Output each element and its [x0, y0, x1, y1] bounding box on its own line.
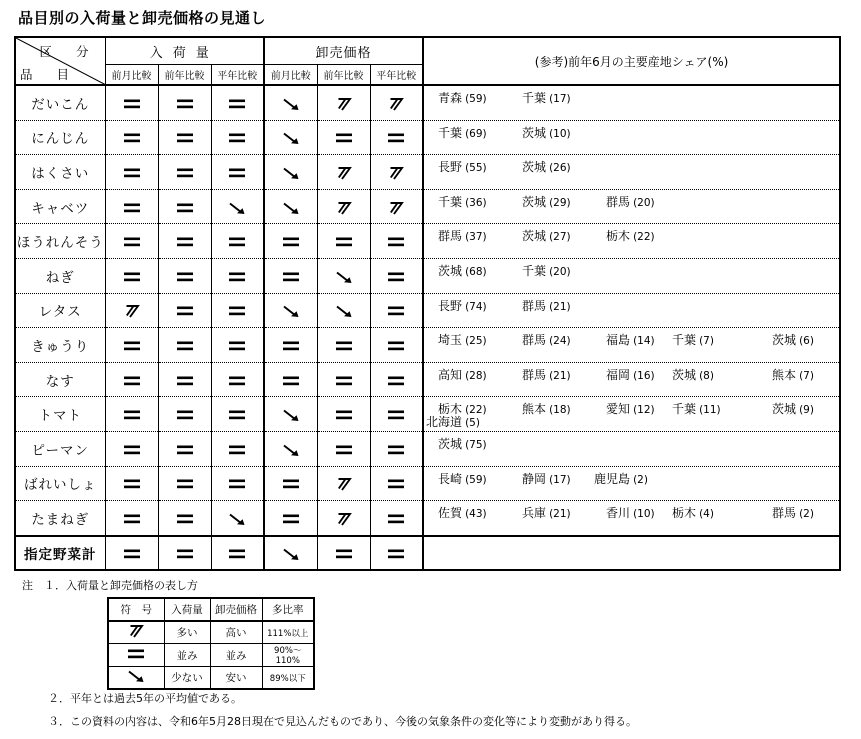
share-percent: (5) [465, 417, 480, 430]
area-name: 茨城 [522, 125, 547, 140]
down-arrow-icon [264, 85, 317, 120]
legend-price: 並み [210, 644, 262, 667]
share-item [672, 504, 714, 521]
equal-sign-icon [211, 120, 264, 155]
area-name: 茨城 [772, 402, 797, 417]
share-cell [423, 155, 840, 190]
equal-sign-icon [105, 536, 158, 570]
share-item [606, 366, 655, 383]
share-percent: (22) [465, 404, 487, 417]
down-arrow-icon [264, 536, 317, 570]
arrival-group-header: 入荷量 [105, 37, 264, 65]
legend-rate: 89%以下 [262, 667, 314, 690]
table-row [15, 293, 840, 328]
equal-sign-icon [105, 362, 158, 397]
legend-row [108, 621, 314, 644]
area-name: 栃木 [606, 229, 631, 244]
area-name: 福島 [606, 333, 631, 348]
area-name: 千葉 [522, 263, 547, 278]
area-name: 千葉 [438, 194, 463, 209]
share-line [424, 227, 839, 243]
down-arrow-icon [211, 189, 264, 224]
share-line [424, 89, 839, 105]
share-item [522, 262, 571, 279]
equal-sign-icon [317, 362, 370, 397]
share-item [522, 158, 571, 175]
legend-price: 安い [210, 667, 262, 690]
legend-row [108, 667, 314, 690]
share-item [438, 331, 487, 348]
equal-sign-icon [158, 189, 211, 224]
down-arrow-icon [264, 189, 317, 224]
equal-sign-icon [264, 258, 317, 293]
share-cell [423, 293, 840, 328]
table-row [15, 431, 840, 466]
equal-sign-icon [264, 328, 317, 363]
legend-row [108, 644, 314, 667]
legend-rate: 90%～110% [262, 644, 314, 667]
share-percent: (10) [549, 127, 571, 140]
area-name: 熊本 [772, 367, 797, 382]
equal-sign-icon [211, 155, 264, 190]
total-row [15, 536, 840, 570]
share-cell [423, 85, 840, 120]
share-cell [423, 258, 840, 293]
area-name: 兵庫 [522, 506, 547, 521]
area-name: 群馬 [772, 506, 797, 521]
legend-header-symbol: 符 号 [108, 598, 164, 621]
equal-sign-icon [108, 644, 164, 667]
equal-sign-icon [158, 258, 211, 293]
area-name: 群馬 [606, 194, 631, 209]
sub-header-price-normal: 平年比較 [370, 65, 423, 86]
share-item [606, 227, 655, 244]
sub-header-arrival-normal: 平年比較 [211, 65, 264, 86]
share-percent: (16) [633, 369, 655, 382]
equal-sign-icon [158, 536, 211, 570]
share-percent: (68) [465, 265, 487, 278]
down-arrow-icon [108, 667, 164, 690]
share-line [424, 262, 839, 278]
area-name: 茨城 [522, 229, 547, 244]
area-name: 栃木 [438, 402, 463, 417]
share-percent: (12) [633, 404, 655, 417]
sub-header-price-month: 前月比較 [264, 65, 317, 86]
share-percent: (9) [799, 404, 814, 417]
share-cell [423, 501, 840, 536]
share-item [438, 470, 487, 487]
area-name: 北海道 [426, 415, 463, 430]
area-name: 茨城 [772, 333, 797, 348]
equal-sign-icon [264, 466, 317, 501]
equal-sign-icon [370, 466, 423, 501]
equal-sign-icon [211, 85, 264, 120]
share-item [522, 297, 571, 314]
area-name: 埼玉 [438, 333, 463, 348]
area-name: 茨城 [438, 436, 463, 451]
equal-sign-icon [370, 362, 423, 397]
share-item [522, 193, 571, 210]
equal-sign-icon [211, 431, 264, 466]
share-percent: (59) [465, 473, 487, 486]
share-cell [423, 466, 840, 501]
item-name: ピーマン [15, 431, 105, 466]
equal-sign-icon [158, 293, 211, 328]
forecast-table [14, 36, 841, 571]
share-percent: (17) [549, 93, 571, 105]
down-arrow-icon [264, 397, 317, 432]
share-item [426, 413, 480, 430]
equal-sign-icon [211, 224, 264, 259]
share-item [438, 227, 487, 244]
share-cell [423, 224, 840, 259]
share-percent: (75) [465, 438, 487, 451]
share-cell [423, 362, 840, 397]
share-percent: (8) [699, 369, 714, 382]
area-name: 青森 [438, 91, 463, 105]
share-line [424, 504, 839, 520]
corner-item-label: 品 目 [20, 67, 79, 82]
equal-sign-icon [158, 328, 211, 363]
item-name: だいこん [15, 85, 105, 120]
share-item [772, 366, 814, 383]
share-percent: (26) [549, 162, 571, 175]
share-item [438, 89, 487, 106]
table-row [15, 258, 840, 293]
share-item [606, 504, 655, 521]
share-line [424, 366, 839, 382]
share-item [438, 262, 487, 279]
sub-header-arrival-month: 前月比較 [105, 65, 158, 86]
area-name: 香川 [606, 506, 631, 521]
note-3: ３．この資料の内容は、令和6年5月28日現在で見込んだものであり、今後の気象条件の変化等により変動があり得る。 [48, 715, 637, 728]
share-percent: (37) [465, 231, 487, 244]
table-row [15, 120, 840, 155]
down-arrow-icon [264, 293, 317, 328]
area-name: 茨城 [522, 194, 547, 209]
share-percent: (27) [549, 231, 571, 244]
share-percent: (18) [549, 404, 571, 417]
share-item [522, 504, 571, 521]
down-arrow-icon [264, 431, 317, 466]
legend-header-arrival: 入荷量 [164, 598, 210, 621]
share-percent: (24) [549, 335, 571, 348]
down-arrow-icon [211, 501, 264, 536]
up-arrow-icon [105, 293, 158, 328]
equal-sign-icon [370, 224, 423, 259]
equal-sign-icon [264, 501, 317, 536]
equal-sign-icon [264, 362, 317, 397]
up-arrow-icon [317, 466, 370, 501]
item-name: たまねぎ [15, 501, 105, 536]
share-percent: (4) [699, 508, 714, 521]
table-row [15, 328, 840, 363]
legend-rate: 111%以上 [262, 621, 314, 644]
equal-sign-icon [317, 328, 370, 363]
share-percent: (17) [549, 473, 571, 486]
item-name: なす [15, 362, 105, 397]
equal-sign-icon [158, 431, 211, 466]
share-line [424, 331, 839, 347]
price-group-header: 卸売価格 [264, 37, 423, 65]
share-item [672, 366, 714, 383]
share-percent: (25) [465, 335, 487, 348]
equal-sign-icon [370, 120, 423, 155]
table-row [15, 466, 840, 501]
share-percent: (6) [799, 335, 814, 348]
equal-sign-icon [105, 397, 158, 432]
share-line [424, 470, 839, 486]
share-item [438, 158, 487, 175]
equal-sign-icon [211, 362, 264, 397]
share-percent: (36) [465, 196, 487, 209]
item-name: にんじん [15, 120, 105, 155]
share-item [522, 89, 571, 106]
share-cell [423, 397, 840, 432]
share-percent: (7) [699, 335, 714, 348]
area-name: 千葉 [672, 333, 697, 348]
down-arrow-icon [264, 120, 317, 155]
share-line [424, 297, 839, 313]
equal-sign-icon [211, 293, 264, 328]
share-percent: (2) [799, 508, 814, 521]
equal-sign-icon [370, 258, 423, 293]
item-name: レタス [15, 293, 105, 328]
equal-sign-icon [317, 120, 370, 155]
equal-sign-icon [211, 536, 264, 570]
up-arrow-icon [370, 85, 423, 120]
share-percent: (21) [549, 369, 571, 382]
area-name: 千葉 [672, 402, 697, 417]
share-item [438, 435, 487, 452]
share-item [522, 331, 571, 348]
share-percent: (11) [699, 404, 721, 417]
share-percent: (14) [633, 335, 655, 348]
equal-sign-icon [105, 224, 158, 259]
equal-sign-icon [317, 536, 370, 570]
share-cell [423, 536, 840, 570]
area-name: 茨城 [672, 367, 697, 382]
area-name: 佐賀 [438, 506, 463, 521]
share-percent: (28) [465, 369, 487, 382]
equal-sign-icon [211, 328, 264, 363]
area-name: 長崎 [438, 471, 463, 486]
down-arrow-icon [317, 258, 370, 293]
up-arrow-icon [317, 155, 370, 190]
area-name: 熊本 [522, 402, 547, 417]
area-name: 長野 [438, 298, 463, 313]
equal-sign-icon [105, 466, 158, 501]
share-line [424, 413, 839, 429]
area-name: 栃木 [672, 506, 697, 521]
table-row [15, 501, 840, 536]
share-percent: (22) [633, 231, 655, 244]
up-arrow-icon [317, 85, 370, 120]
up-arrow-icon [317, 189, 370, 224]
item-name: ほうれんそう [15, 224, 105, 259]
share-item [606, 193, 655, 210]
equal-sign-icon [158, 397, 211, 432]
area-name: 千葉 [522, 91, 547, 105]
share-line [424, 158, 839, 174]
equal-sign-icon [105, 85, 158, 120]
share-item [522, 124, 571, 141]
area-name: 静岡 [522, 471, 547, 486]
area-name: 高知 [438, 367, 463, 382]
share-line [424, 193, 839, 209]
equal-sign-icon [370, 328, 423, 363]
equal-sign-icon [158, 120, 211, 155]
item-name: 指定野菜計 [15, 536, 105, 570]
equal-sign-icon [158, 362, 211, 397]
share-item [606, 331, 655, 348]
table-row [15, 189, 840, 224]
item-name: トマト [15, 397, 105, 432]
legend-arrival: 多い [164, 621, 210, 644]
header-corner [15, 37, 105, 85]
share-item [594, 470, 648, 487]
equal-sign-icon [158, 85, 211, 120]
share-cell [423, 328, 840, 363]
legend-header-price: 卸売価格 [210, 598, 262, 621]
equal-sign-icon [158, 501, 211, 536]
area-name: 群馬 [522, 298, 547, 313]
note-2: ２．平年とは過去5年の平均値である。 [48, 692, 242, 705]
share-item [438, 193, 487, 210]
equal-sign-icon [370, 501, 423, 536]
table-row [15, 155, 840, 190]
share-percent: (10) [633, 508, 655, 521]
legend-arrival: 並み [164, 644, 210, 667]
equal-sign-icon [105, 120, 158, 155]
share-percent: (20) [549, 265, 571, 278]
up-arrow-icon [108, 621, 164, 644]
share-percent: (69) [465, 127, 487, 140]
share-percent: (7) [799, 369, 814, 382]
table-row [15, 397, 840, 432]
table-row [15, 224, 840, 259]
table-row [15, 362, 840, 397]
item-name: ねぎ [15, 258, 105, 293]
share-percent: (59) [465, 93, 487, 105]
area-name: 福岡 [606, 367, 631, 382]
equal-sign-icon [105, 431, 158, 466]
item-name: きゅうり [15, 328, 105, 363]
share-item [672, 331, 714, 348]
equal-sign-icon [105, 258, 158, 293]
area-name: 愛知 [606, 402, 631, 417]
page-title: 品目別の入荷量と卸売価格の見通し [18, 9, 267, 27]
share-percent: (2) [633, 473, 648, 486]
share-line [424, 124, 839, 140]
legend-table [107, 597, 315, 690]
share-item [522, 470, 571, 487]
equal-sign-icon [370, 431, 423, 466]
area-name: 長野 [438, 160, 463, 175]
down-arrow-icon [264, 155, 317, 190]
share-percent: (20) [633, 196, 655, 209]
equal-sign-icon [317, 224, 370, 259]
legend-header-rate: 多比率 [262, 598, 314, 621]
equal-sign-icon [370, 536, 423, 570]
equal-sign-icon [317, 397, 370, 432]
share-percent: (74) [465, 300, 487, 313]
equal-sign-icon [370, 397, 423, 432]
item-name: キャベツ [15, 189, 105, 224]
area-name: 群馬 [438, 229, 463, 244]
area-name: 千葉 [438, 125, 463, 140]
equal-sign-icon [211, 258, 264, 293]
equal-sign-icon [211, 466, 264, 501]
item-name: はくさい [15, 155, 105, 190]
share-cell [423, 189, 840, 224]
equal-sign-icon [158, 224, 211, 259]
share-item [438, 366, 487, 383]
item-name: ばれいしょ [15, 466, 105, 501]
up-arrow-icon [317, 501, 370, 536]
equal-sign-icon [211, 397, 264, 432]
share-cell [423, 120, 840, 155]
share-percent: (21) [549, 300, 571, 313]
corner-division-label: 区 分 [39, 44, 99, 59]
up-arrow-icon [370, 189, 423, 224]
share-line [424, 435, 839, 451]
area-name: 茨城 [522, 160, 547, 175]
equal-sign-icon [370, 293, 423, 328]
legend-arrival: 少ない [164, 667, 210, 690]
share-item [772, 504, 814, 521]
area-name: 群馬 [522, 367, 547, 382]
share-item [772, 331, 814, 348]
table-row [15, 85, 840, 120]
sub-header-price-year: 前年比較 [317, 65, 370, 86]
sub-header-arrival-year: 前年比較 [158, 65, 211, 86]
share-item [438, 297, 487, 314]
share-item [522, 227, 571, 244]
note-1: 注 １．入荷量と卸売価格の表し方 [22, 579, 198, 592]
equal-sign-icon [264, 224, 317, 259]
area-name: 茨城 [438, 263, 463, 278]
share-percent: (55) [465, 162, 487, 175]
equal-sign-icon [105, 501, 158, 536]
equal-sign-icon [317, 431, 370, 466]
down-arrow-icon [317, 293, 370, 328]
reference-header: (参考)前年6月の主要産地シェア(%) [423, 37, 840, 85]
share-item [438, 124, 487, 141]
equal-sign-icon [105, 155, 158, 190]
share-percent: (29) [549, 196, 571, 209]
area-name: 群馬 [522, 333, 547, 348]
equal-sign-icon [158, 155, 211, 190]
equal-sign-icon [105, 189, 158, 224]
equal-sign-icon [158, 466, 211, 501]
share-item [522, 366, 571, 383]
legend-price: 高い [210, 621, 262, 644]
up-arrow-icon [370, 155, 423, 190]
share-percent: (43) [465, 508, 487, 521]
equal-sign-icon [105, 328, 158, 363]
area-name: 鹿児島 [594, 471, 631, 486]
share-item [438, 504, 487, 521]
share-cell [423, 431, 840, 466]
share-percent: (21) [549, 508, 571, 521]
